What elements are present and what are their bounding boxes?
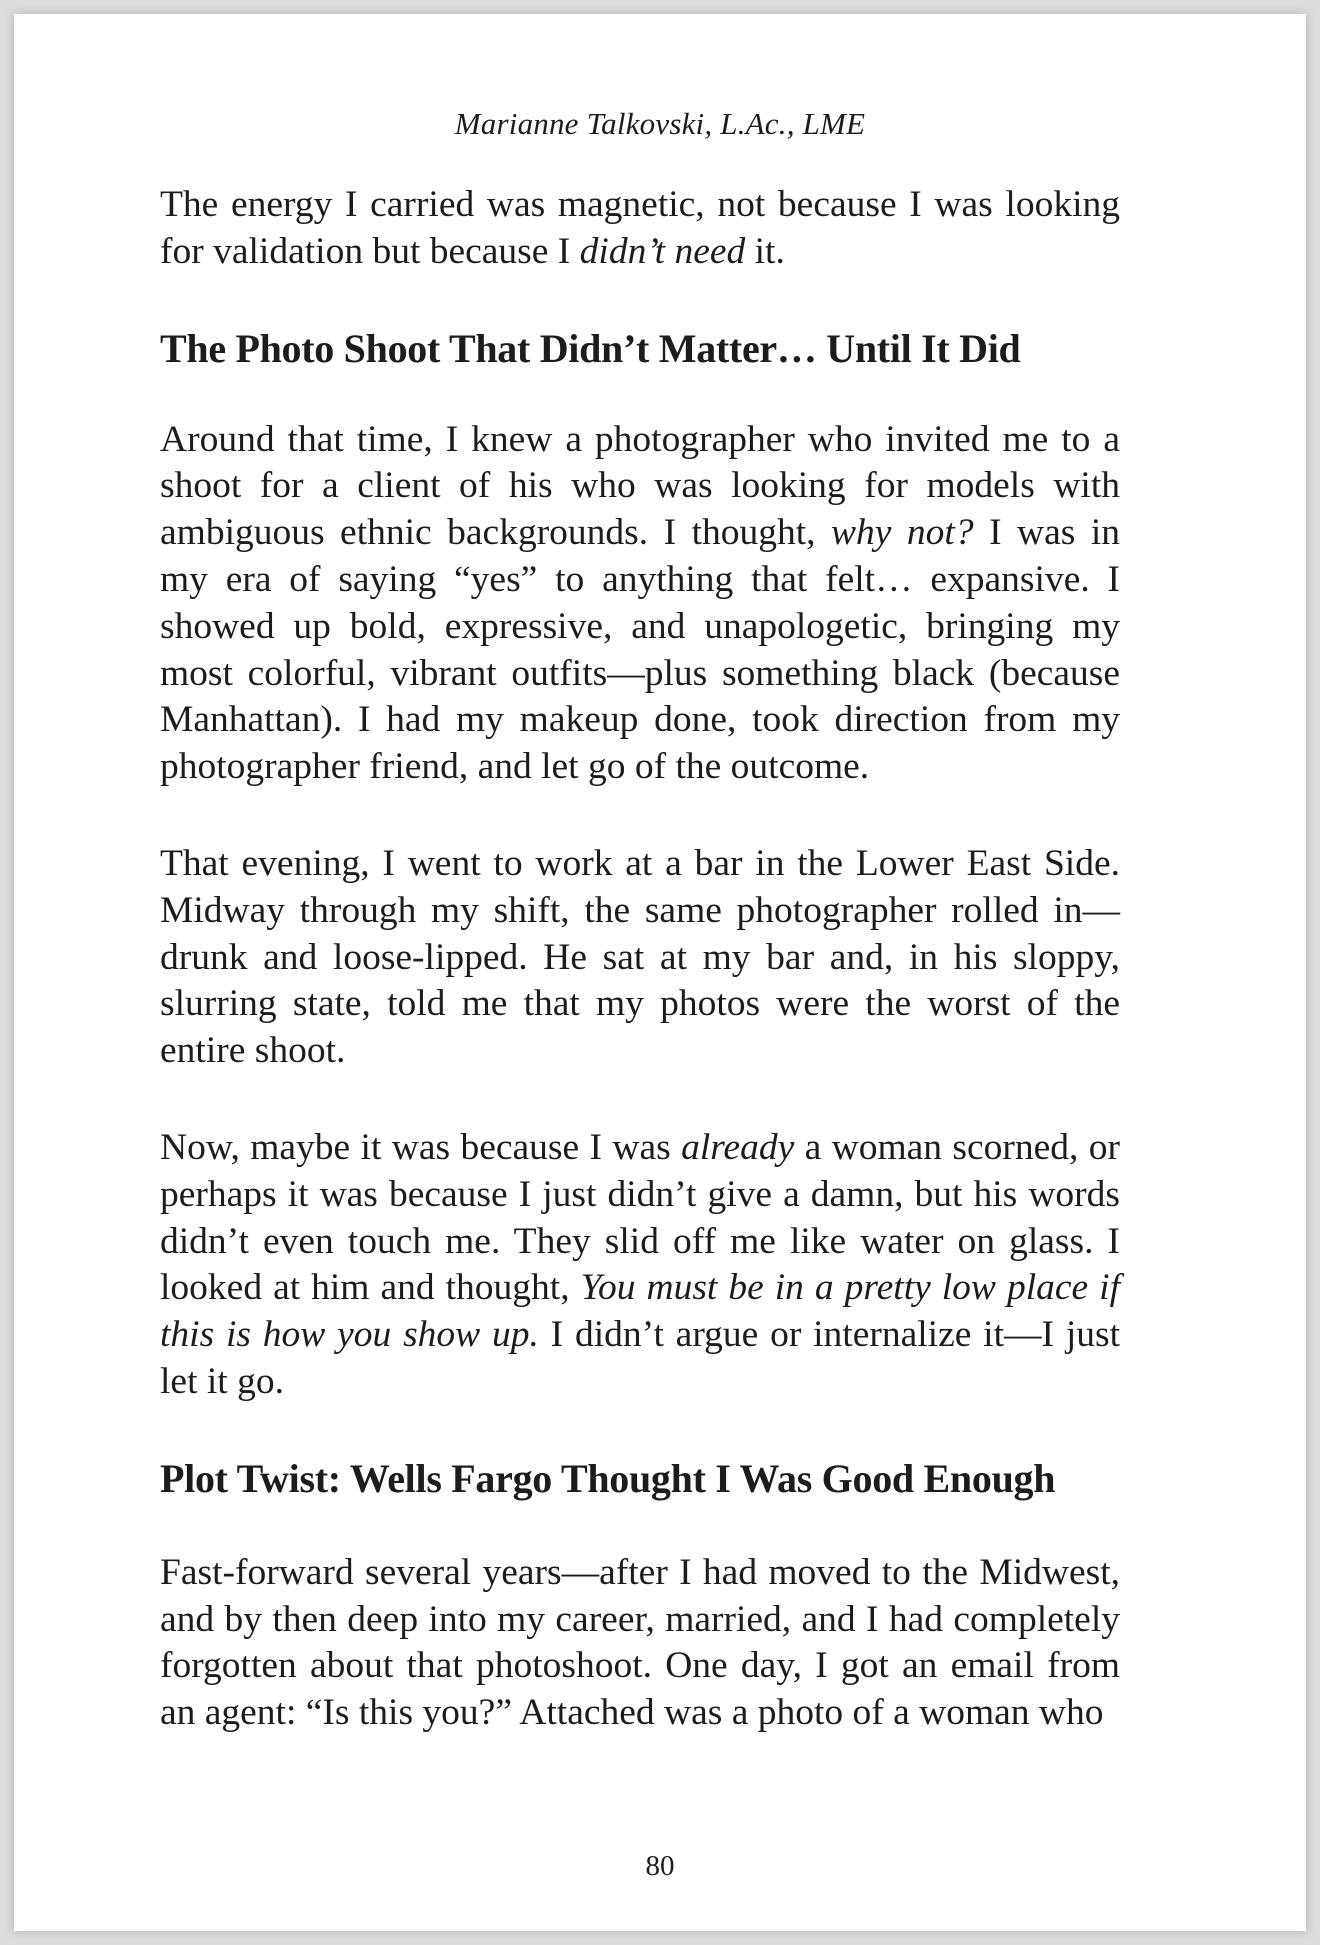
paragraph-fast-forward: Fast-forward several years—after I had moved to the Midwest, and by then deep into my career, married, and I had completely forgotten about that photoshoot. One day, I got an email from an agent: “Is this you?” Attached was a photo of a woman who xyxy=(160,1551,1120,1734)
paragraph-bar-evening: That evening, I went to work at a bar in the Lower East Side. Midway through my shift, the same photographer rolled in—drunk and loose-lipped. He sat at my bar and, in his sloppy, slurring state, told me that my photos were the worst of the entire shoot. xyxy=(160,842,1120,1072)
page-number: 80 xyxy=(645,1850,675,1882)
emphasis-low-place: You must be in a pretty low place if this is how you show up. xyxy=(160,1267,1120,1356)
paragraph-let-it-go: Now, maybe it was because I was already a woman scorned, or perhaps it was because I just didn’t give a damn, but his words didn’t even touch me. They slid off me like water on glass. I looked at him and thought, You must be in a pretty low place if this is how you show up. I didn’t argue or internalize it—I just let it go. xyxy=(160,1126,1120,1402)
book-page xyxy=(14,14,1306,1931)
emphasis-why-not: why not? xyxy=(831,512,974,554)
section-heading-photo-shoot: The Photo Shoot That Didn’t Matter… Until It Did xyxy=(160,325,1021,371)
intro-paragraph: The energy I carried was magnetic, not because I was looking for validation but because I didn’t need it. xyxy=(160,184,1120,272)
emphasis-already: already xyxy=(681,1126,795,1168)
section-heading-plot-twist: Plot Twist: Wells Fargo Thought I Was Good Enough xyxy=(160,1455,1056,1501)
paragraph-photo-shoot: Around that time, I knew a photographer who invited me to a shoot for a client of his who was looking for models with ambiguous ethnic backgrounds. I thought, why not? I was in my era of saying “yes” to anything that felt… expansive. I showed up bold, expressive, and unapologetic, bringing my most colorful, vibrant outfits—plus something black (because Manhattan). I had my makeup done, took direction from my photographer friend, and let go of the outcome. xyxy=(160,418,1120,788)
page-content xyxy=(160,182,1120,1737)
intro-emphasis: didn’t need xyxy=(579,230,746,272)
running-head: Marianne Talkovski, L.Ac., LME xyxy=(454,106,866,141)
